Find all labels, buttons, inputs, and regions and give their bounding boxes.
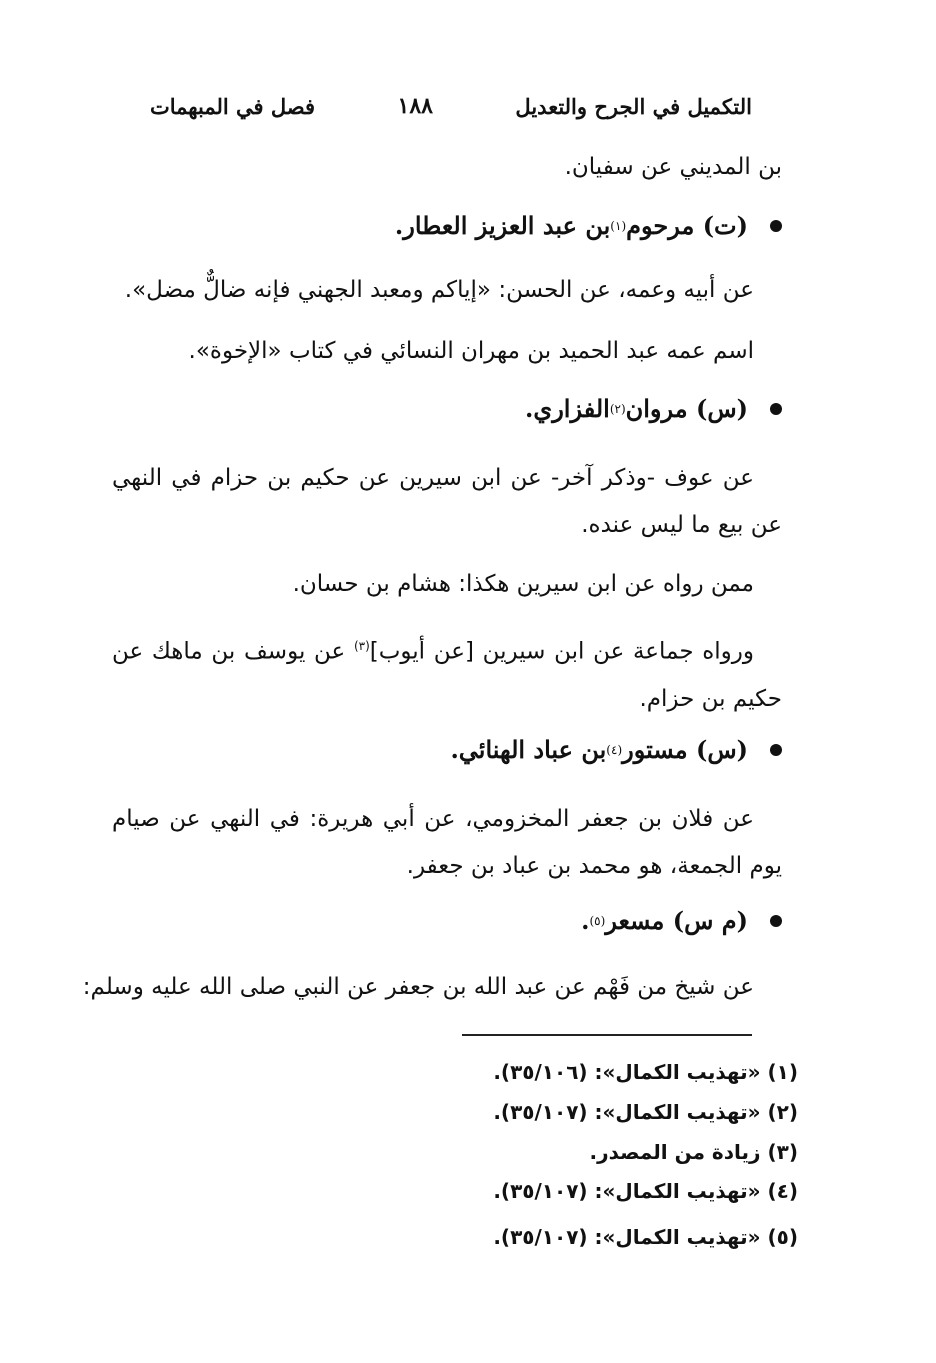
footnote-marker: (٢) <box>609 401 626 416</box>
paragraph: عن أبيه وعمه، عن الحسن: «إياكم ومعبد الجهني فإنه ضالٌّ مضل». <box>124 277 754 303</box>
page-number: ١٨٨ <box>397 93 433 119</box>
bullet-icon <box>770 744 782 756</box>
entry-code: (م س) <box>672 906 748 935</box>
book-title: التكميل في الجرح والتعديل <box>515 93 752 119</box>
entry-rest: بن عبد العزيز العطار. <box>394 211 611 240</box>
entry-name: مستور <box>622 735 688 764</box>
paragraph: عن فلان بن جعفر المخزومي، عن أبي هريرة: في النهي عن صيام يوم الجمعة، هو محمد بن عباد بن جعفر. <box>112 806 782 879</box>
paragraph-text: ورواه جماعة عن ابن سيرين [عن أيوب] <box>369 638 754 665</box>
paragraph: عن عوف -وذكر آخر- عن ابن سيرين عن حكيم بن حزام في النهي عن بيع ما ليس عنده. <box>112 465 782 538</box>
entry-name: مرحوم <box>626 211 695 240</box>
bullet-icon <box>770 915 782 927</box>
footnote-divider <box>462 1034 752 1036</box>
footnote-marker: (٤) <box>606 742 623 757</box>
footnote-marker: (٣) <box>353 639 370 653</box>
bullet-icon <box>770 220 782 232</box>
running-header <box>150 86 752 126</box>
paragraph-text: عن يوسف بن ماهك عن حكيم بن حزام. <box>112 638 782 712</box>
entry-heading <box>581 906 782 935</box>
paragraph: ممن رواه عن ابن سيرين هكذا: هشام بن حسان. <box>292 571 754 597</box>
entry-rest: بن عباد الهنائي. <box>450 735 607 764</box>
paragraph: اسم عمه عبد الحميد بن مهران النسائي في كتاب «الإخوة». <box>188 338 754 364</box>
entry-rest: . <box>581 906 590 935</box>
entry-code: (س) <box>695 394 748 423</box>
entry-code: (س) <box>695 735 748 764</box>
footnote: (٢) «تهذيب الكمال»: (٣٥/١٠٧). <box>493 1100 798 1124</box>
entry-rest: الفزاري. <box>525 394 610 423</box>
footnote-marker: (٥) <box>589 913 606 928</box>
bullet-icon <box>770 403 782 415</box>
paragraph <box>112 623 782 723</box>
entry-heading <box>395 211 782 240</box>
footnote: (٥) «تهذيب الكمال»: (٣٥/١٠٧). <box>493 1225 798 1249</box>
entry-heading <box>525 394 782 423</box>
paragraph: عن شيخ من فَهْم عن عبد الله بن جعفر عن النبي صلى الله عليه وسلم: <box>82 974 754 1000</box>
footnote-marker: (١) <box>610 218 627 233</box>
entry-name: مروان <box>625 394 688 423</box>
footnote: (٤) «تهذيب الكمال»: (٣٥/١٠٧). <box>493 1179 798 1203</box>
continuation-line: بن المديني عن سفيان. <box>564 154 782 180</box>
entry-name: مسعر <box>605 906 665 935</box>
entry-code: (ت) <box>702 211 748 240</box>
footnote: (٣) زيادة من المصدر. <box>589 1140 798 1164</box>
section-title: فصل في المبهمات <box>150 93 316 119</box>
footnote: (١) «تهذيب الكمال»: (٣٥/١٠٦). <box>493 1060 798 1084</box>
entry-heading <box>450 735 782 764</box>
